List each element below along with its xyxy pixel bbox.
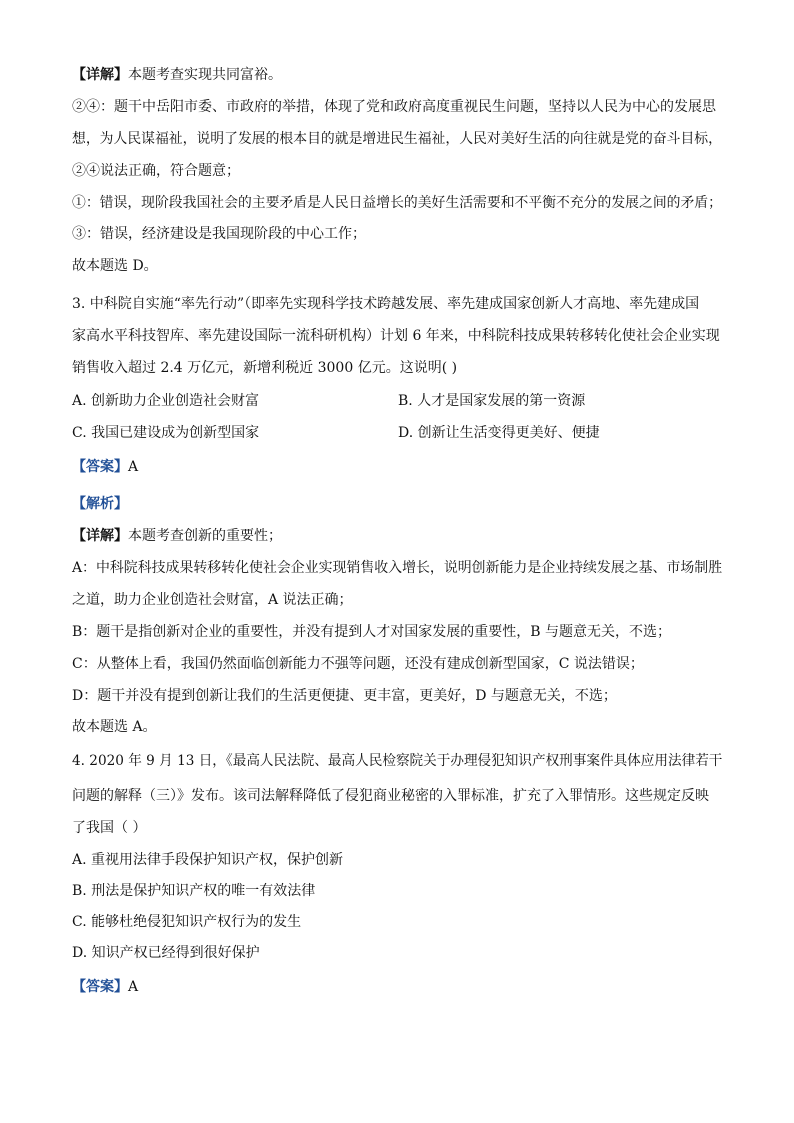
question-stem-line: 3. 中科院自实施“率先行动”（即率先实现科学技术跨越发展、率先建成国家创新人才高地、率先建成国 [72, 296, 700, 312]
analysis-line: 故本题选 A。 [72, 719, 157, 735]
option-a: A. 创新助力企业创造社会财富 [72, 393, 260, 409]
detail-tag: 【详解】 [72, 67, 128, 83]
detail-line [72, 66, 282, 84]
analysis-line: ②④：题干中岳阳市委、市政府的举措，体现了党和政府高度重视民生问题，坚持以人民为中心的发展思 [72, 99, 716, 115]
analysis-line: 之道，助力企业创造社会财富，A 说法正确； [72, 592, 353, 608]
answer-line [72, 978, 138, 996]
analysis-line: ③：错误，经济建设是我国现阶段的中心工作； [72, 226, 366, 242]
analysis-line: 想，为人民谋福祉，说明了发展的根本目的就是增进民生福祉，人民对美好生活的向往就是党的奋斗目标， [72, 131, 722, 147]
question-stem-line: 4. 2020 年 9 月 13 日，《最高人民法院、最高人民检察院关于办理侵犯知识产权刑事案件具体应用法律若干 [72, 753, 723, 769]
answer-tag: 【答案】 [72, 459, 128, 475]
answer-line [72, 458, 138, 476]
detail-text: 本题考查实现共同富裕。 [128, 67, 282, 83]
analysis-line: A：中科院科技成果转移转化使社会企业实现销售收入增长，说明创新能力是企业持续发展之基、市场制胜 [72, 560, 723, 576]
analysis-line: D：题干并没有提到创新让我们的生活更便捷、更丰富，更美好，D 与题意无关，不选； [72, 688, 617, 704]
answer-value: A [128, 979, 139, 995]
option-b: B. 刑法是保护知识产权的唯一有效法律 [72, 883, 316, 899]
analysis-line: B：题干是指创新对企业的重要性，并没有提到人才对国家发展的重要性，B 与题意无关，不选； [72, 624, 672, 640]
analysis-line: ②④说法正确，符合题意； [72, 163, 240, 179]
option-d: D. 知识产权已经得到很好保护 [72, 945, 260, 961]
option-d: D. 创新让生活变得更美好、便捷 [398, 425, 600, 441]
analysis-heading [72, 495, 128, 513]
answer-value: A [128, 459, 139, 475]
option-c: C. 我国已建设成为创新型国家 [72, 425, 260, 441]
analysis-line: ①：错误，现阶段我国社会的主要矛盾是人民日益增长的美好生活需要和不平衡不充分的发展之间的矛盾； [72, 195, 722, 211]
question-stem-line: 了我国（ ） [72, 820, 147, 836]
analysis-tag: 【解析】 [72, 496, 128, 512]
detail-tag: 【详解】 [72, 528, 128, 544]
analysis-line: C：从整体上看，我国仍然面临创新能力不强等问题，还没有建成创新型国家，C 说法错误； [72, 656, 644, 672]
answer-tag: 【答案】 [72, 979, 128, 995]
question-stem-line: 销售收入超过 2.4 万亿元，新增利税近 3000 亿元。这说明( ) [72, 360, 458, 376]
question-stem-line: 家高水平科技智库、率先建设国际一流科研机构）计划 6 年来，中科院科技成果转移转化使社会企业实现 [72, 328, 720, 344]
question-stem-line: 问题的解释（三）》发布。该司法解释降低了侵犯商业秘密的入罪标准，扩充了入罪情形。这些规定反映 [72, 788, 709, 804]
detail-line [72, 527, 282, 545]
option-c: C. 能够杜绝侵犯知识产权行为的发生 [72, 914, 302, 930]
option-b: B. 人才是国家发展的第一资源 [398, 393, 586, 409]
option-a: A. 重视用法律手段保护知识产权，保护创新 [72, 852, 344, 868]
detail-text: 本题考查创新的重要性； [128, 528, 282, 544]
analysis-line: 故本题选 D。 [72, 258, 158, 274]
